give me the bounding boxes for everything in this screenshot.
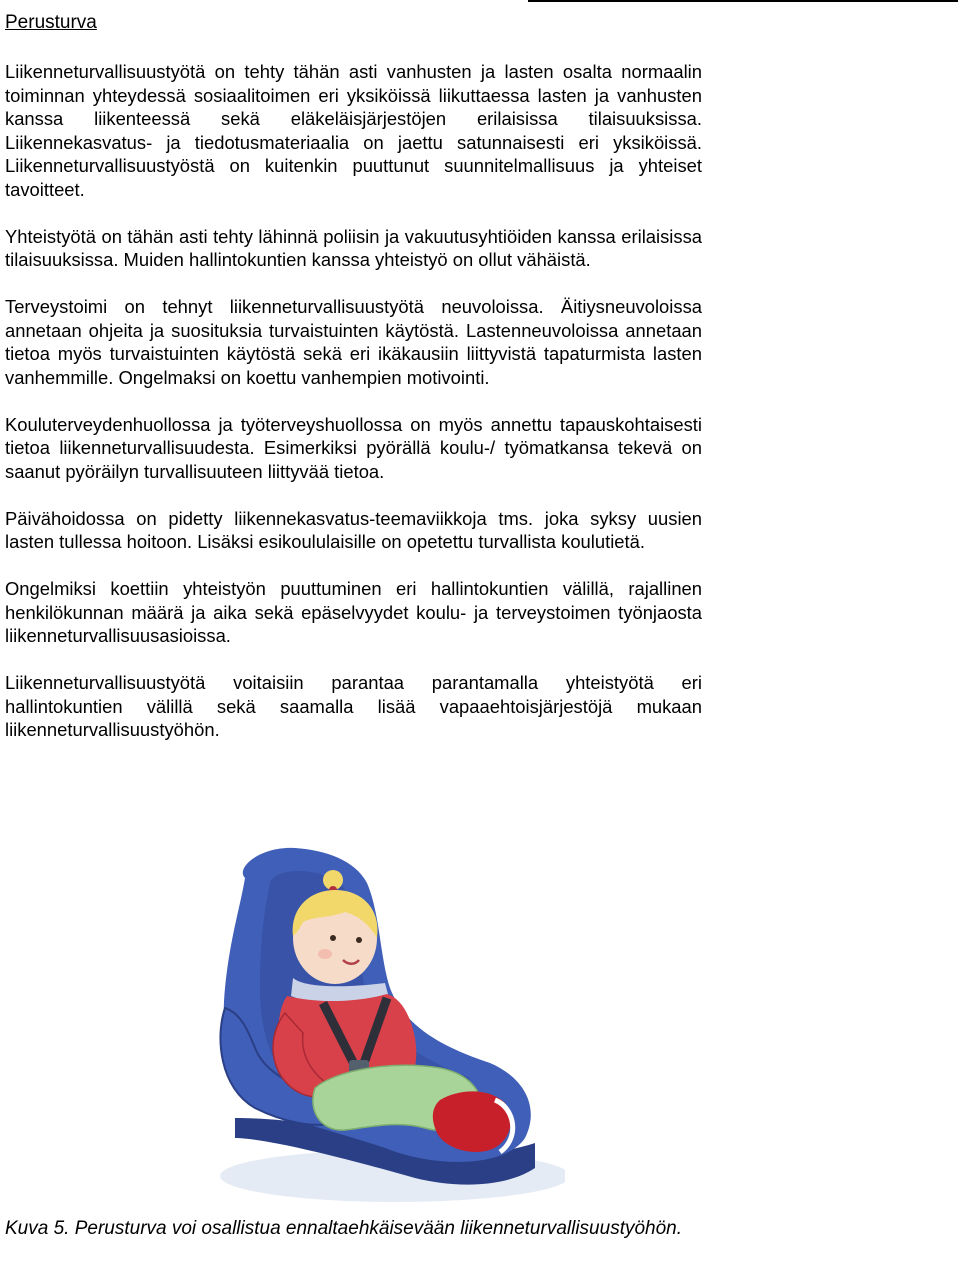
paragraph-6: Ongelmiksi koettiin yhteistyön puuttuminen eri hallintokuntien välillä, rajallinen henkilökunnan määrä ja aika sekä epäselvyydet koulu- ja terveystoimen työnjaosta liikenneturvallisuusasioissa. bbox=[5, 578, 702, 647]
paragraph-5: Päivähoidossa on pidetty liikennekasvatus-teemaviikkoja tms. joka syksy uusien lasten tullessa hoitoon. Lisäksi esikoululaisille on opetettu turvallista koulutietä. bbox=[5, 507, 702, 553]
body-text bbox=[5, 60, 702, 765]
child-eye-left bbox=[330, 935, 336, 941]
paragraph-3: Terveystoimi on tehnyt liikenneturvallisuustyötä neuvoloissa. Äitiysneuvoloissa annetaan ohjeita ja suosituksia turvaistuinten käytöstä. Lastenneuvoloissa annetaan tietoa myös turvaistuinten käytöstä sekä eri ikäkausiin liittyvistä tapaturmista lasten vanhemmille. Ongelmaksi on koettu vanhempien motivointi. bbox=[5, 296, 702, 388]
top-rule bbox=[528, 0, 958, 2]
child-eye-right bbox=[356, 937, 362, 943]
child-cheek bbox=[318, 949, 332, 959]
child-car-seat-illustration bbox=[205, 838, 565, 1208]
paragraph-1: Liikenneturvallisuustyötä on tehty tähän asti vanhusten ja lasten osalta normaalin toiminnan yhteydessä sosiaalitoimen eri yksiköissä liikuttaessa lasten ja vanhusten kanssa liikenteessä sekä eläkeläisjärjestöjen erilaisissa tilaisuuksissa. Liikennekasvatus- ja tiedotusmateriaalia on jaettu satunnaisesti eri yksiköissä. Liikenneturvallisuustyöstä on kuitenkin puuttunut suunnitelmallisuus ja yhteiset tavoitteet. bbox=[5, 61, 702, 200]
paragraph-2: Yhteistyötä on tähän asti tehty lähinnä poliisin ja vakuutusyhtiöiden kanssa erilaisissa tilaisuuksissa. Muiden hallintokuntien kanssa yhteistyö on ollut vähäistä. bbox=[5, 225, 702, 271]
paragraph-4: Kouluterveydenhuollossa ja työterveyshuollossa on myös annettu tapauskohtaisesti tietoa liikenneturvallisuudesta. Esimerkiksi pyörällä koulu-/ työmatkansa tekevä on saanut pyöräilyn turvallisuuteen liittyvää tietoa. bbox=[5, 413, 702, 482]
section-heading: Perusturva bbox=[5, 12, 97, 33]
figure-caption: Kuva 5. Perusturva voi osallistua ennaltaehkäisevään liikenneturvallisuustyöhön. bbox=[5, 1218, 683, 1239]
paragraph-7: Liikenneturvallisuustyötä voitaisiin parantaa parantamalla yhteistyötä eri hallintokuntien välillä sekä saamalla lisää vapaaehtoisjärjestöjä mukaan liikenneturvallisuustyöhön. bbox=[5, 672, 702, 741]
